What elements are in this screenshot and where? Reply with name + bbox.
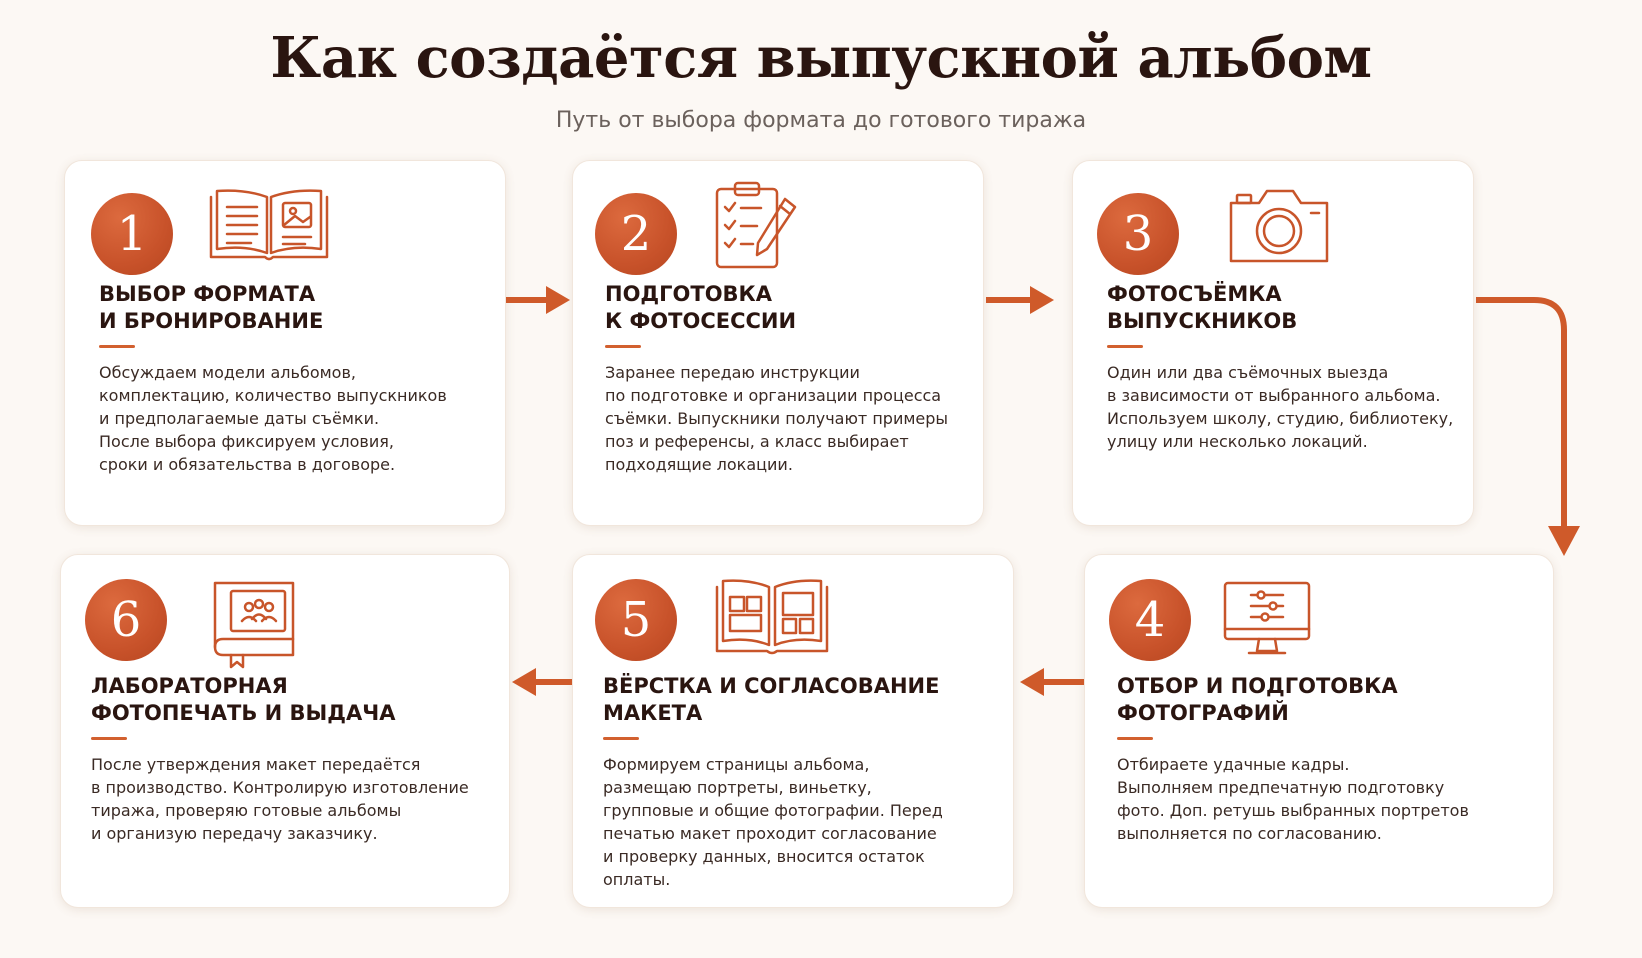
step-title: ФОТОСЪЁМКА ВЫПУСКНИКОВ [1107,282,1298,333]
step-card-3 [1072,160,1474,526]
step-number-badge: 6 [85,579,167,661]
page-subtitle: Путь от выбора формата до готового тиража [555,108,1087,133]
step-divider [603,737,639,740]
clipboard-checklist-icon [713,179,799,271]
step-card-4 [1084,554,1554,908]
step-divider [1107,345,1143,348]
open-book-icon [207,187,331,265]
camera-icon [1227,185,1331,265]
arrow-right-icon [504,282,572,318]
step-number-badge: 4 [1109,579,1191,661]
step-divider [1117,737,1153,740]
step-card-1 [64,160,506,526]
step-divider [99,345,135,348]
arrow-turn-down-icon [1474,294,1584,560]
step-number-badge: 3 [1097,193,1179,275]
printed-album-icon [209,577,299,669]
album-layout-icon [713,577,831,657]
page-title: Как создаётся выпускной альбом [270,25,1372,91]
step-card-5 [572,554,1014,908]
step-description: После утверждения макет передаётся в производство. Контролирую изготовление тиража, проверяю готовые альбомы и организую передачу заказчику. [91,755,469,843]
arrow-left-icon [510,664,574,700]
step-title: ОТБОР И ПОДГОТОВКА ФОТОГРАФИЙ [1117,674,1398,725]
step-description: Формируем страницы альбома, размещаю портреты, виньетку, групповые и общие фотографии. Перед печатью макет проходит согласование и проверку данных, вносится остаток оплаты. [603,755,943,889]
step-title: ЛАБОРАТОРНАЯ ФОТОПЕЧАТЬ И ВЫДАЧА [91,674,396,725]
step-number-badge: 1 [91,193,173,275]
step-number-badge: 2 [595,193,677,275]
monitor-sliders-icon [1221,579,1313,661]
step-divider [91,737,127,740]
step-number-badge: 5 [595,579,677,661]
step-description: Отбираете удачные кадры. Выполняем предпечатную подготовку фото. Доп. ретушь выбранных портретов выполняется по согласованию. [1117,755,1469,843]
step-card-2 [572,160,984,526]
step-title: ВЫБОР ФОРМАТА И БРОНИРОВАНИЕ [99,282,324,333]
step-title: ПОДГОТОВКА К ФОТОСЕССИИ [605,282,797,333]
step-description: Обсуждаем модели альбомов, комплектацию, количество выпускников и предполагаемые даты съёмки. После выбора фиксируем условия, сроки и обязательства в договоре. [99,363,447,474]
step-description: Один или два съёмочных выезда в зависимости от выбранного альбома. Используем школу, студию, библиотеку, улицу или несколько локаций. [1107,363,1454,451]
step-description: Заранее передаю инструкции по подготовке и организации процесса съёмки. Выпускники получают примеры поз и референсы, а класс выбирает подходящие локации. [605,363,949,474]
arrow-right-icon [984,282,1056,318]
step-divider [605,345,641,348]
step-card-6 [60,554,510,908]
arrow-left-icon [1018,664,1086,700]
step-title: ВЁРСТКА И СОГЛАСОВАНИЕ МАКЕТА [603,674,940,725]
